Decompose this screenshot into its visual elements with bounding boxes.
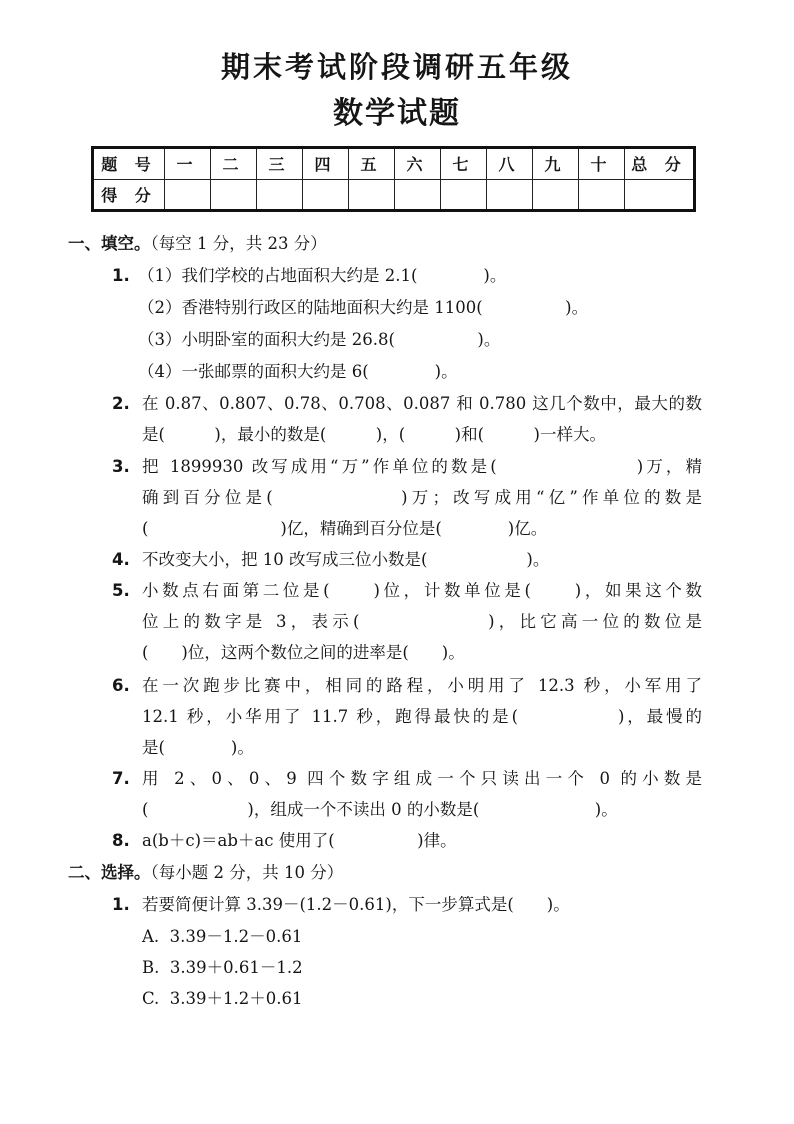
score-cell[interactable] [579, 179, 625, 211]
score-table [91, 146, 696, 212]
s2-q1-option-b[interactable]: B. 3.39＋0.61－1.2 [142, 958, 303, 977]
q3-number: 3. [112, 457, 130, 476]
score-total-cell[interactable] [625, 179, 695, 211]
score-col-5: 五 [349, 148, 395, 180]
score-cell[interactable] [349, 179, 395, 211]
q1-part4: （4）一张邮票的面积大约是 6( )。 [138, 362, 458, 381]
q4-line1: 不改变大小，把 10 改写成三位小数是( )。 [142, 550, 550, 569]
score-col-2: 二 [211, 148, 257, 180]
q7-number: 7. [112, 769, 130, 788]
score-col-4: 四 [303, 148, 349, 180]
score-total-label: 总 分 [625, 148, 695, 180]
section1-note: （每空 1 分，共 23 分） [150, 234, 327, 253]
q4-number: 4. [112, 550, 130, 569]
score-cell[interactable] [395, 179, 441, 211]
score-col-10: 十 [579, 148, 625, 180]
q5-line2: 位上的数字是 3，表示( )，比它高一位的数位是 [142, 612, 702, 631]
score-col-3: 三 [257, 148, 303, 180]
section2-note: （每小题 2 分，共 10 分） [150, 863, 344, 882]
q5-number: 5. [112, 581, 130, 600]
score-table-row2-label: 得 分 [93, 179, 165, 211]
s2-q1-line1: 若要简便计算 3.39－(1.2－0.61)，下一步算式是( )。 [142, 895, 570, 914]
q3-line3: ( )亿，精确到百分位是( )亿。 [142, 519, 548, 538]
q1-part3: （3）小明卧室的面积大约是 26.8( )。 [138, 330, 501, 349]
q7-line2: ( )，组成一个不读出 0 的小数是( )。 [142, 800, 618, 819]
section2-title: 二、选择。 [68, 863, 151, 882]
exam-title: 期末考试阶段调研五年级 [220, 50, 573, 84]
q8-line1: a(b＋c)＝ab＋ac 使用了( )律。 [142, 831, 457, 850]
q3-line2: 确到百分位是( )万；改写成用“亿”作单位的数是 [142, 488, 702, 507]
score-col-8: 八 [487, 148, 533, 180]
q2-number: 2. [112, 394, 130, 413]
score-col-1: 一 [165, 148, 211, 180]
q5-line1: 小数点右面第二位是( )位，计数单位是( )，如果这个数 [142, 581, 702, 600]
score-table-header-row [93, 148, 695, 180]
q6-line2: 12.1 秒，小华用了 11.7 秒，跑得最快的是( )，最慢的 [142, 707, 702, 726]
q1-number: 1. [112, 266, 130, 285]
q5-line3: ( )位，这两个数位之间的进率是( )。 [142, 643, 465, 662]
q2-line2: 是( )，最小的数是( )，( )和( )一样大。 [142, 425, 606, 444]
q8-number: 8. [112, 831, 130, 850]
q6-number: 6. [112, 676, 130, 695]
score-col-9: 九 [533, 148, 579, 180]
q6-line1: 在一次跑步比赛中，相同的路程，小明用了 12.3 秒，小军用了 [142, 676, 702, 695]
score-cell[interactable] [533, 179, 579, 211]
score-cell[interactable] [211, 179, 257, 211]
score-cell[interactable] [165, 179, 211, 211]
score-cell[interactable] [487, 179, 533, 211]
q3-line1: 把 1899930 改写成用“万”作单位的数是( )万，精 [142, 457, 702, 476]
score-col-6: 六 [395, 148, 441, 180]
q7-line1: 用 2、0、0、9 四个数字组成一个只读出一个 0 的小数是 [142, 769, 702, 788]
score-table-score-row [93, 179, 695, 211]
q6-line3: 是( )。 [142, 738, 254, 757]
q2-line1: 在 0.87、0.807、0.78、0.708、0.087 和 0.780 这几个数中，最大的数 [142, 394, 702, 413]
section1-title: 一、填空。 [68, 234, 151, 253]
score-table-row1-label: 题 号 [93, 148, 165, 180]
s2-q1-option-a[interactable]: A. 3.39－1.2－0.61 [142, 927, 303, 946]
section2-heading [68, 862, 343, 884]
score-cell[interactable] [441, 179, 487, 211]
exam-subtitle: 数学试题 [333, 96, 461, 131]
score-col-7: 七 [441, 148, 487, 180]
section1-heading [68, 233, 327, 255]
q1-part2: （2）香港特别行政区的陆地面积大约是 1100( )。 [138, 298, 589, 317]
score-cell[interactable] [257, 179, 303, 211]
score-cell[interactable] [303, 179, 349, 211]
s2-q1-number: 1. [112, 895, 130, 914]
q1-part1: （1）我们学校的占地面积大约是 2.1( )。 [138, 266, 507, 285]
s2-q1-option-c[interactable]: C. 3.39＋1.2＋0.61 [142, 989, 303, 1008]
